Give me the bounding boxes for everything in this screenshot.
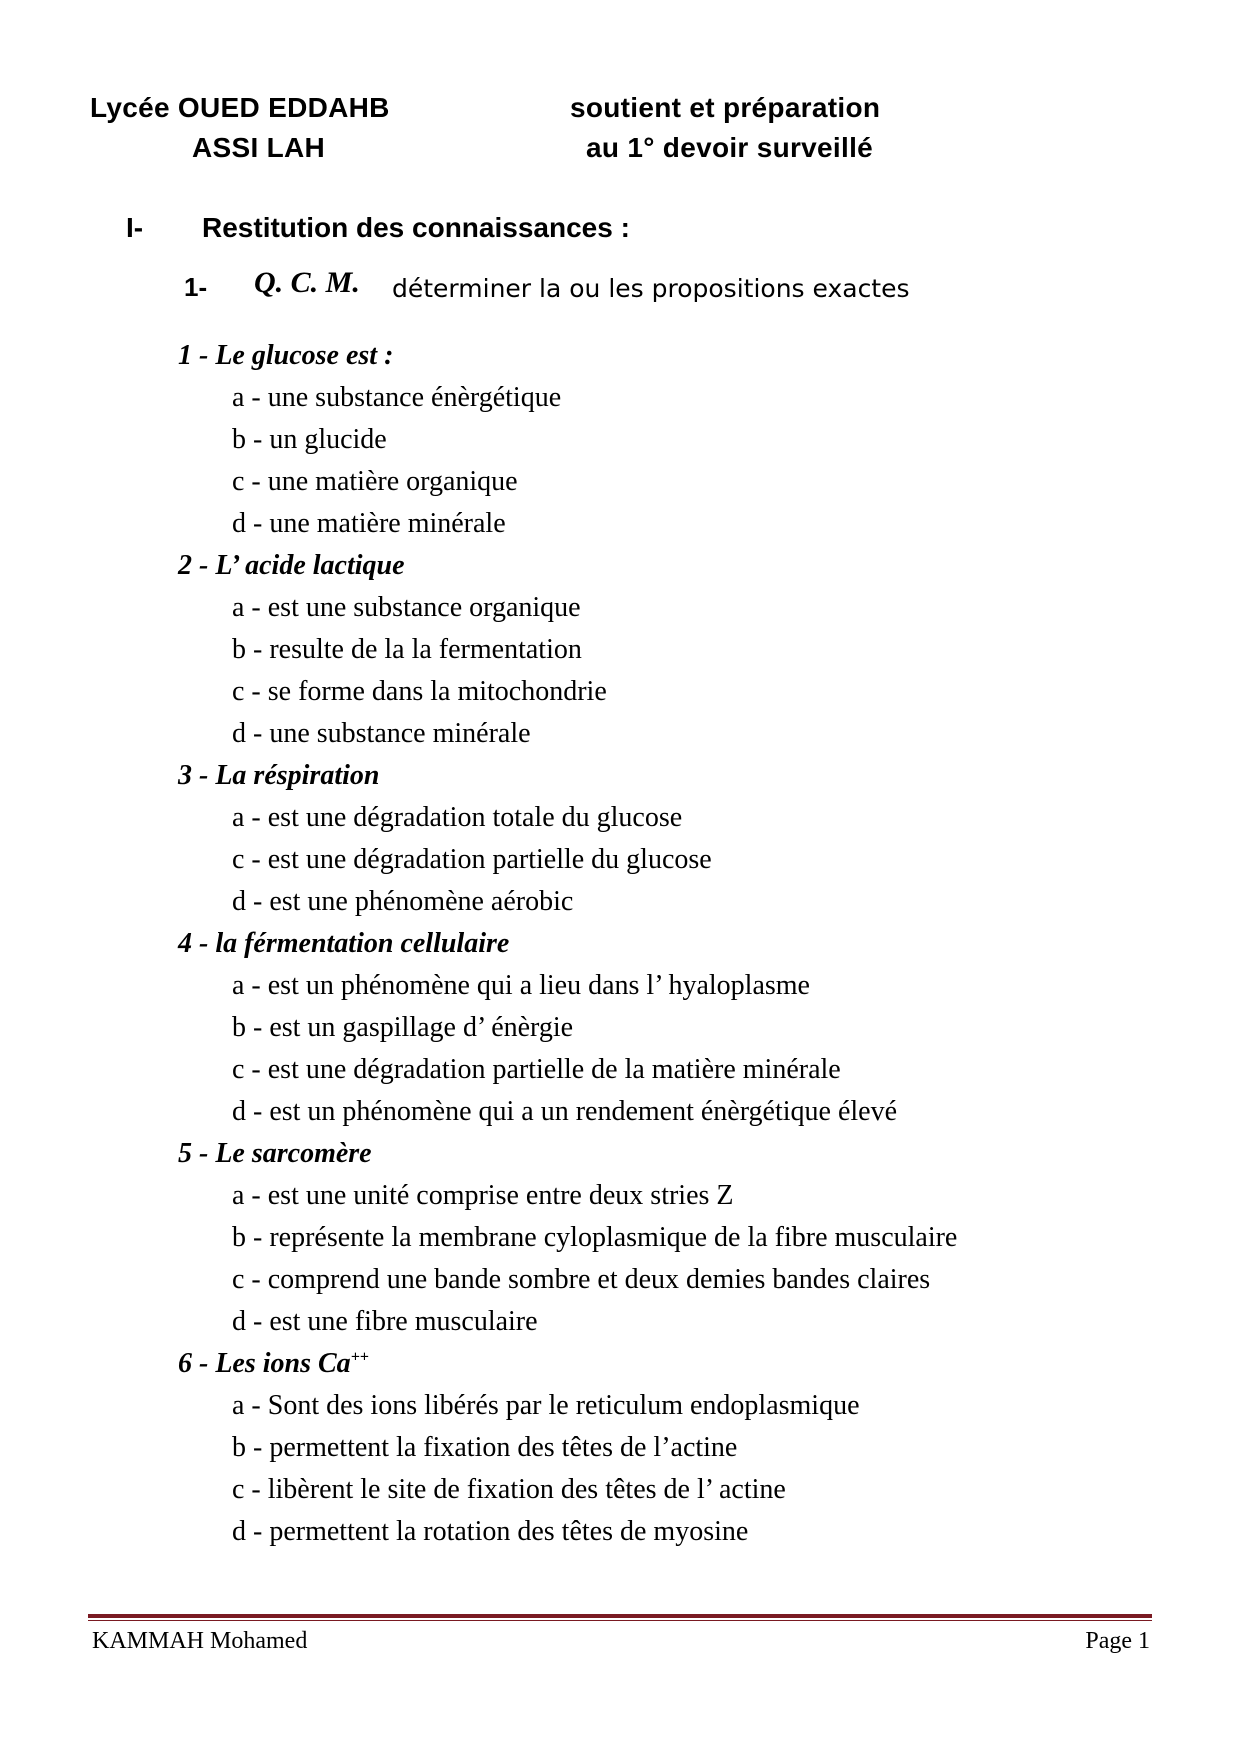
question-option: d - une substance minérale <box>232 718 531 749</box>
question-option: d - est une phénomène aérobic <box>232 886 574 917</box>
question-title: 3 - La réspiration <box>178 760 380 791</box>
school-city: ASSI LAH <box>192 132 326 163</box>
question-option: c - se forme dans la mitochondrie <box>232 676 607 707</box>
school-name: Lycée OUED EDDAHB <box>90 92 390 123</box>
section-number: I- <box>126 212 144 243</box>
question-option: d - est un phénomène qui a un rendement énèrgétique élevé <box>232 1096 898 1127</box>
question-option: d - est une fibre musculaire <box>232 1306 538 1337</box>
question-title: 1 - Le glucose est : <box>178 340 394 371</box>
footer-divider-thin <box>88 1620 1152 1621</box>
subsection-number: 1- <box>184 272 208 302</box>
question-option: a - une substance énèrgétique <box>232 382 562 413</box>
question-option: d - une matière minérale <box>232 508 506 539</box>
qcm-instruction: déterminer la ou les propositions exactes <box>392 274 910 303</box>
question-option: c - libèrent le site de fixation des têtes de l’ actine <box>232 1474 786 1505</box>
question-option: b - resulte de la la fermentation <box>232 634 582 665</box>
question-option: a - est une dégradation totale du glucose <box>232 802 683 833</box>
question-title: 4 - la férmentation cellulaire <box>178 928 510 959</box>
question-title-text: 6 - Les ions Ca <box>178 1348 351 1379</box>
question-option: d - permettent la rotation des têtes de myosine <box>232 1516 749 1547</box>
question-option: a - Sont des ions libérés par le reticulum endoplasmique <box>232 1390 860 1421</box>
question-title <box>178 1348 369 1380</box>
footer-author: KAMMAH Mohamed <box>92 1628 308 1654</box>
question-option: a - est une unité comprise entre deux stries Z <box>232 1180 734 1211</box>
question-option: b - représente la membrane cyloplasmique de la fibre musculaire <box>232 1222 958 1253</box>
question-title: 5 - Le sarcomère <box>178 1138 372 1169</box>
question-option: a - est une substance organique <box>232 592 581 623</box>
question-option: b - est un gaspillage d’ énèrgie <box>232 1012 574 1043</box>
question-option: b - permettent la fixation des têtes de l’actine <box>232 1432 738 1463</box>
question-option: a - est un phénomène qui a lieu dans l’ hyaloplasme <box>232 970 810 1001</box>
footer-page-number: Page 1 <box>1085 1628 1150 1654</box>
question-option: c - comprend une bande sombre et deux demies bandes claires <box>232 1264 931 1295</box>
question-title: 2 - L’ acide lactique <box>178 550 405 581</box>
question-title-superscript: ++ <box>350 1348 369 1366</box>
question-option: c - est une dégradation partielle de la matière minérale <box>232 1054 841 1085</box>
document-subject-line2: au 1° devoir surveillé <box>586 132 874 163</box>
section-title: Restitution des connaissances : <box>202 212 630 243</box>
question-option: c - est une dégradation partielle du glucose <box>232 844 712 875</box>
document-subject-line1: soutient et préparation <box>570 92 881 123</box>
question-option: c - une matière organique <box>232 466 518 497</box>
question-option: b - un glucide <box>232 424 387 455</box>
footer-divider <box>88 1614 1152 1618</box>
qcm-label: Q. C. M. <box>254 266 360 299</box>
